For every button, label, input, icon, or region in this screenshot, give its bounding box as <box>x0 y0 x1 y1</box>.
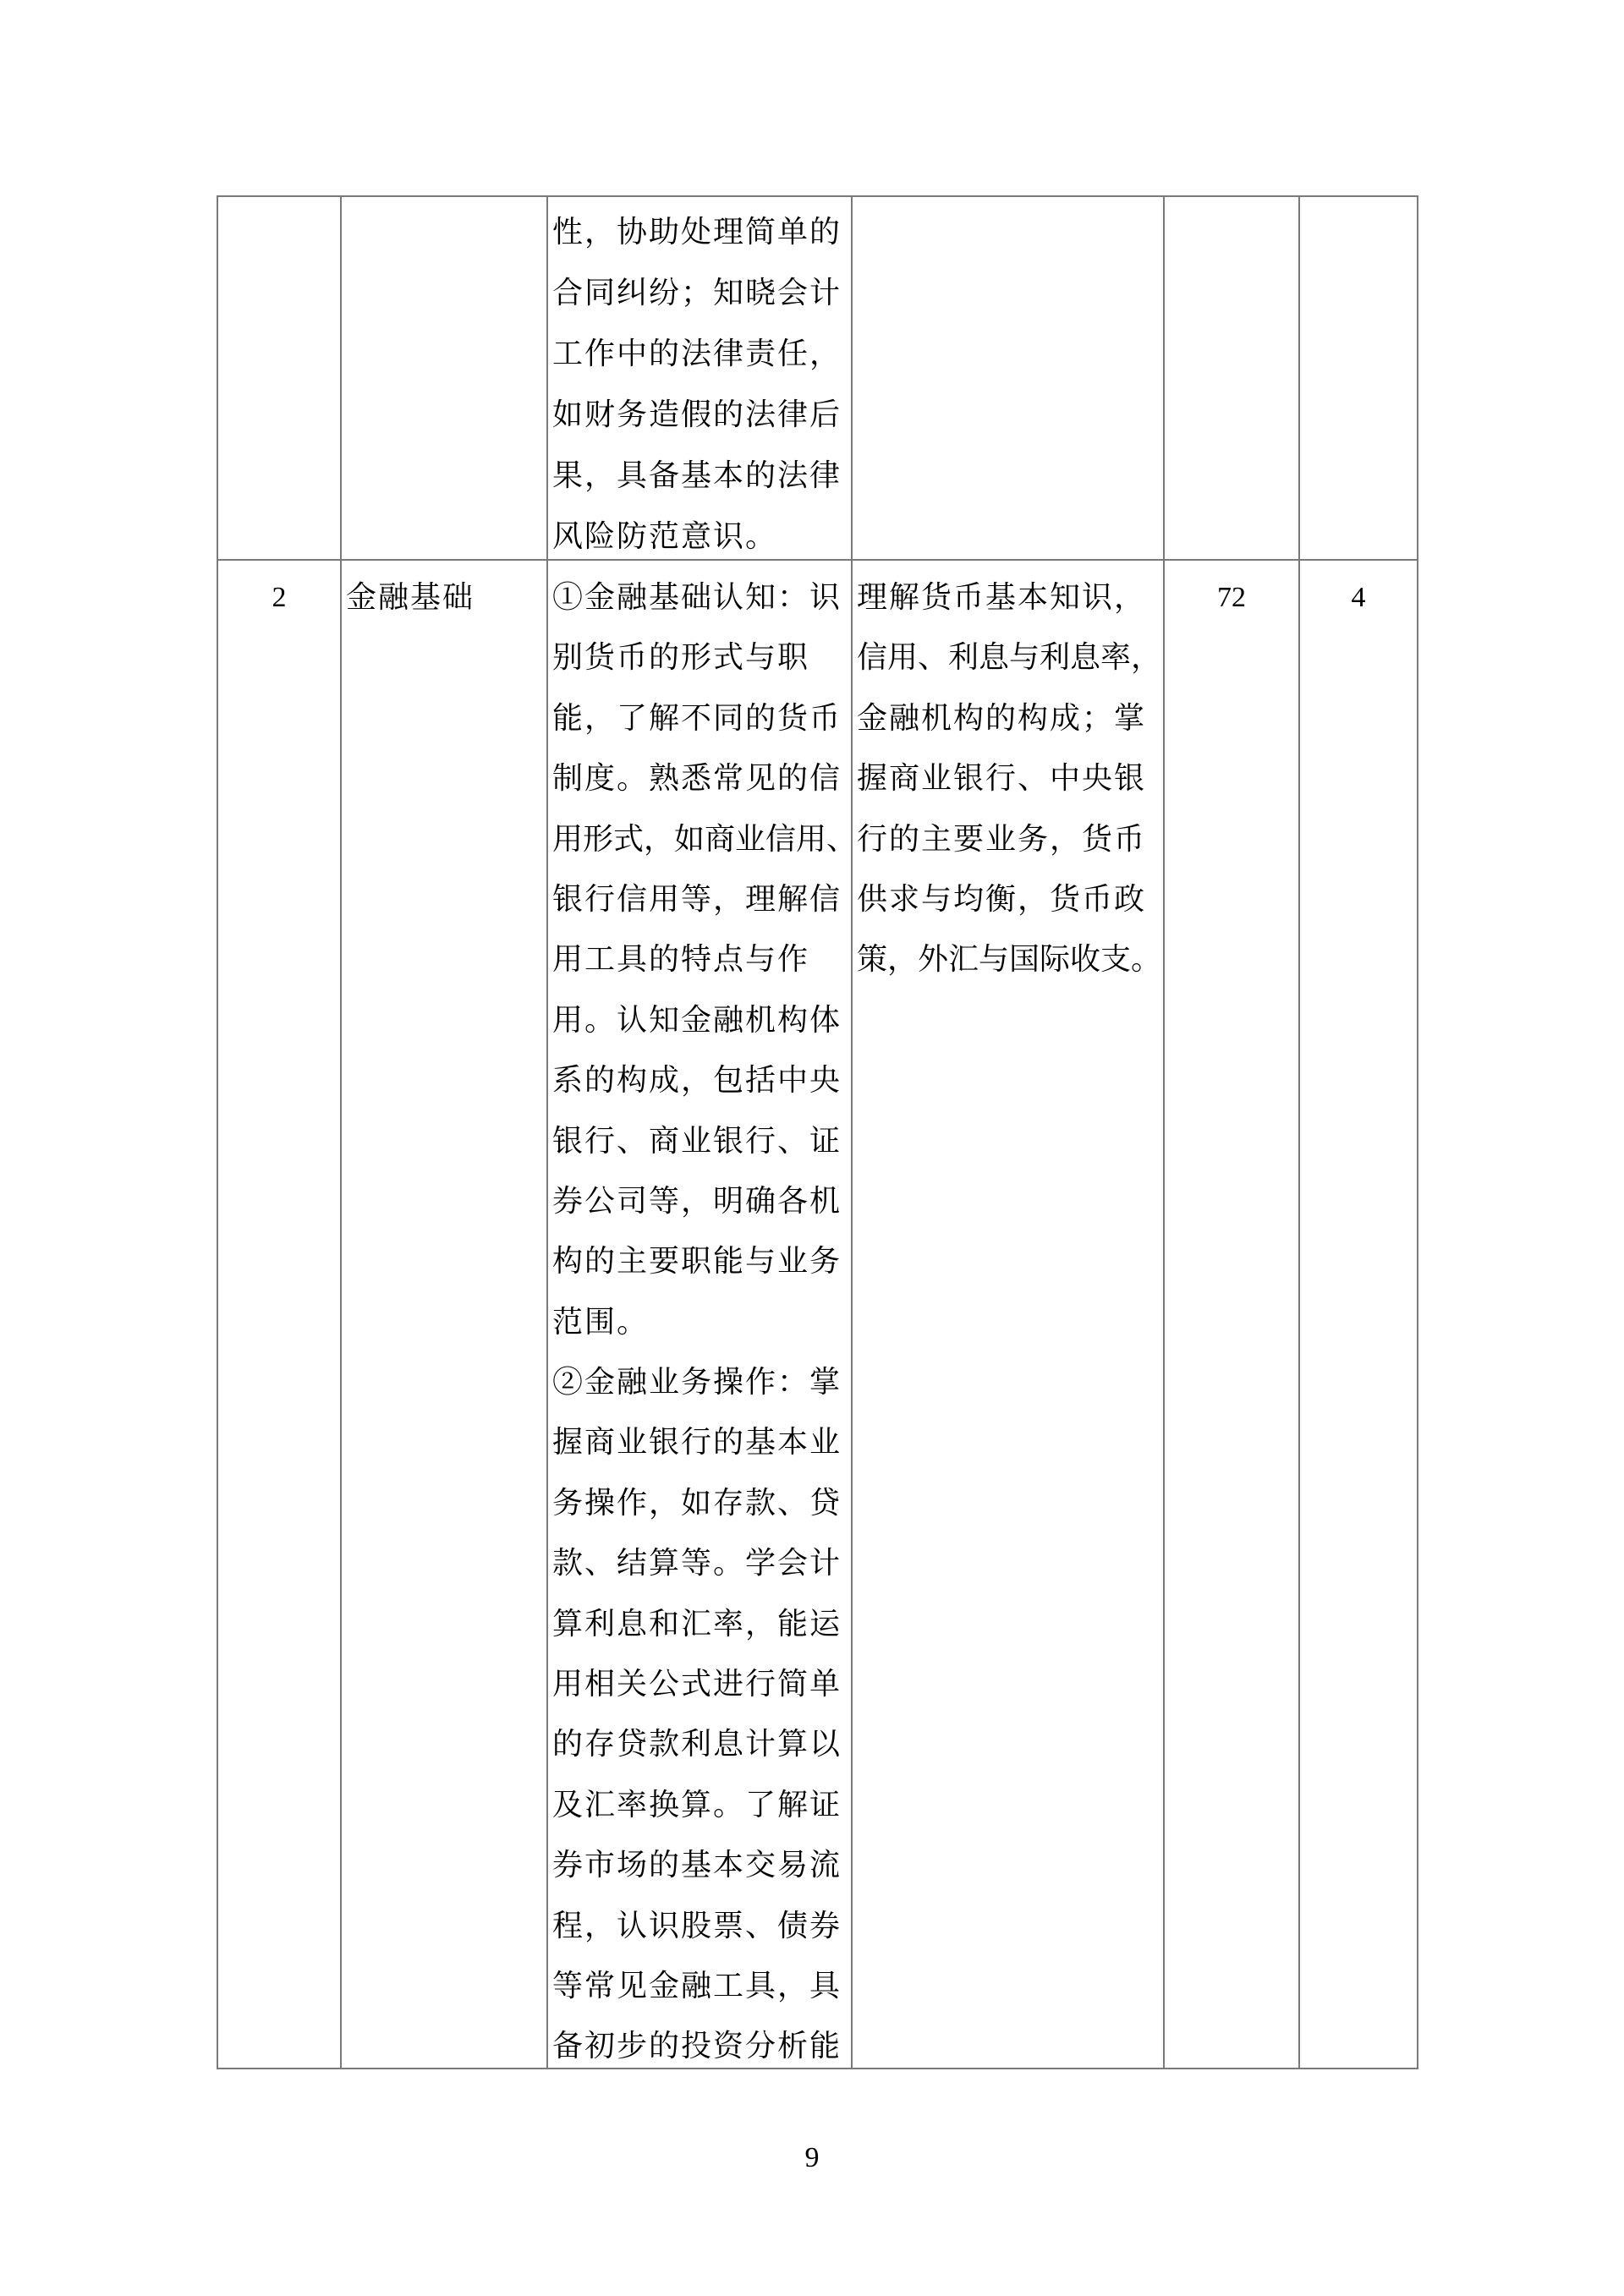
content-line: 及汇率换算。了解证 <box>552 1787 842 1822</box>
content-line: 果，具备基本的法律 <box>552 458 842 493</box>
cell-requirements <box>852 560 1164 2069</box>
requirement-line: 金融机构的构成；掌 <box>857 700 1147 736</box>
content-line: 款、结算等。学会计 <box>552 1546 842 1581</box>
content-line: ①金融基础认知：识 <box>552 580 842 615</box>
cell-index <box>217 560 341 2069</box>
content-line: 券市场的基本交易流 <box>552 1848 842 1883</box>
content-line: 系的构成，包括中央 <box>552 1063 842 1099</box>
cell-hours <box>1164 560 1299 2069</box>
content-line: 银行、商业银行、证 <box>552 1123 842 1159</box>
page-number: 9 <box>804 2142 820 2173</box>
content-line: 制度。熟悉常见的信 <box>552 761 842 797</box>
requirement-line: 策，外汇与国际收支。 <box>857 942 1162 978</box>
requirement-line: 理解货币基本知识， <box>857 580 1147 615</box>
content-line: 券公司等，明确各机 <box>552 1183 842 1219</box>
cell-content <box>547 560 858 2069</box>
content-line: 银行信用等，理解信 <box>552 881 842 917</box>
cell-credits <box>1299 196 1418 560</box>
content-line: 用相关公式进行简单 <box>552 1667 842 1702</box>
content-line: 别货币的形式与职 <box>552 640 810 676</box>
content-line: 等常见金融工具，具 <box>552 1968 842 2003</box>
cell-course <box>341 196 547 560</box>
content-line: 握商业银行的基本业 <box>552 1425 842 1460</box>
credits-value: 4 <box>1351 582 1366 613</box>
requirement-line: 行的主要业务，货币 <box>857 821 1147 857</box>
cell-credits <box>1299 560 1418 2069</box>
content-line: 风险防范意识。 <box>552 519 778 554</box>
content-line: 范围。 <box>552 1304 650 1340</box>
content-line: 能，了解不同的货币 <box>552 700 842 736</box>
content-line: 构的主要职能与业务 <box>552 1244 842 1280</box>
content-line: 性，协助处理简单的 <box>552 215 842 249</box>
cell-hours <box>1164 196 1299 560</box>
cell-content <box>547 196 852 560</box>
cell-course <box>341 560 547 2069</box>
content-line: 用形式，如商业信用、 <box>552 821 858 857</box>
table-row <box>217 560 1418 2069</box>
content-line: 如财务造假的法律后 <box>552 397 842 432</box>
requirement-line: 信用、利息与利息率， <box>857 640 1162 676</box>
row-index: 2 <box>272 582 287 613</box>
content-line: 程，认识股票、债券 <box>552 1908 842 1943</box>
table-row <box>217 196 1418 560</box>
content-line: 合同纠纷；知晓会计 <box>552 276 842 310</box>
content-line: 务操作，如存款、贷 <box>552 1485 842 1521</box>
requirement-line: 握商业银行、中央银 <box>857 761 1147 797</box>
course-name: 金融基础 <box>346 580 475 615</box>
curriculum-table <box>217 195 1418 2069</box>
content-line: ②金融业务操作：掌 <box>552 1365 842 1400</box>
content-line: 工作中的法律责任， <box>552 337 842 371</box>
cell-index <box>217 196 341 560</box>
requirement-line: 供求与均衡，货币政 <box>857 881 1147 917</box>
hours-value: 72 <box>1217 582 1246 613</box>
content-line: 备初步的投资分析能 <box>552 2029 842 2064</box>
content-line: 的存贷款利息计算以 <box>552 1727 842 1762</box>
cell-requirements <box>852 196 1164 560</box>
content-line: 用工具的特点与作 <box>552 942 810 978</box>
content-line: 用。认知金融机构体 <box>552 1002 842 1038</box>
content-line: 算利息和汇率，能运 <box>552 1606 842 1641</box>
